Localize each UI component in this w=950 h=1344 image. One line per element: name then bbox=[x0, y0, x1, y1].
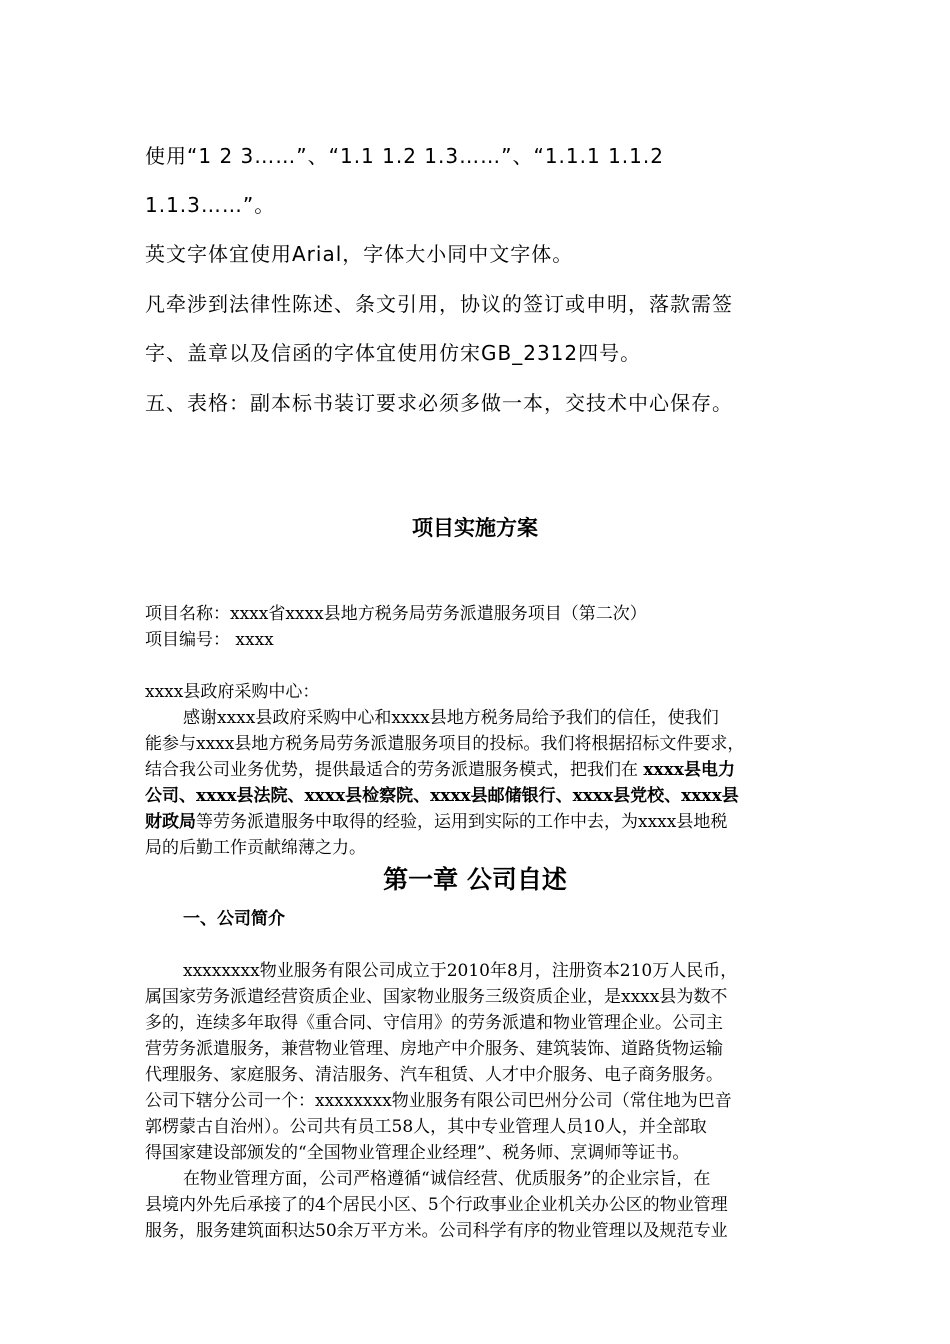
chapter-title: 第一章 公司自述 bbox=[383, 865, 567, 894]
legal-font-rule-line-2: 字、盖章以及信函的字体宜使用仿宋GB_2312四号。 bbox=[145, 341, 642, 365]
intro-line-3 bbox=[145, 755, 735, 780]
table-rule: 五、表格：副本标书装订要求必须多做一本，交技术中心保存。 bbox=[145, 391, 733, 415]
para2-line-3: 服务，服务建筑面积达50余万平方米。公司科学有序的物业管理以及规范专业 bbox=[145, 1221, 728, 1241]
numbering-rule-line-2: 1.1.3……”。 bbox=[145, 193, 276, 217]
section-heading: 一、公司简介 bbox=[183, 909, 285, 929]
recipient-line: xxxx县政府采购中心： bbox=[145, 682, 320, 702]
intro-line-1: 感谢xxxx县政府采购中心和xxxx县地方税务局给予我们的信任，使我们 bbox=[183, 708, 719, 728]
para1-line-2: 属国家劳务派遣经营资质企业、国家物业服务三级资质企业，是xxxx县为数不 bbox=[145, 987, 728, 1007]
para1-line-4: 营劳务派遣服务，兼营物业管理、房地产中介服务、建筑装饰、道路货物运输 bbox=[145, 1039, 723, 1059]
para1-line-6: 公司下辖分公司一个：xxxxxxxx物业服务有限公司巴州分公司（常住地为巴音 bbox=[145, 1091, 732, 1111]
numbering-rule-line-1: 使用“1 2 3……”、“1.1 1.2 1.3……”、“1.1.1 1.1.2 bbox=[145, 144, 664, 168]
legal-font-rule-line-1: 凡牵涉到法律性陈述、条文引用，协议的签订或申明，落款需签 bbox=[145, 292, 733, 316]
plan-title: 项目实施方案 bbox=[412, 516, 538, 540]
para1-line-5: 代理服务、家庭服务、清洁服务、汽车租赁、人才中介服务、电子商务服务。 bbox=[145, 1065, 723, 1085]
intro-line-4: 公司、xxxx县法院、xxxx县检察院、xxxx县邮储银行、xxxx县党校、xxxx县 bbox=[145, 786, 739, 806]
intro-line-5-text: 等劳务派遣服务中取得的经验，运用到实际的工作中去，为xxxx县地税 bbox=[196, 812, 728, 832]
para2-line-1: 在物业管理方面，公司严格遵循“诚信经营、优质服务”的企业宗旨，在 bbox=[183, 1169, 711, 1189]
project-number: 项目编号： xxxx bbox=[145, 630, 274, 650]
intro-line-5 bbox=[145, 807, 727, 832]
para1-line-7: 郭楞蒙古自治州）。公司共有员工58人，其中专业管理人员10人，并全部取 bbox=[145, 1117, 707, 1137]
intro-line-5-bold: 财政局 bbox=[145, 812, 196, 832]
intro-line-3-bold: xxxx县电力 bbox=[643, 760, 735, 780]
project-name: 项目名称：xxxx省xxxx县地方税务局劳务派遣服务项目（第二次） bbox=[145, 604, 647, 624]
intro-line-2: 能参与xxxx县地方税务局劳务派遣服务项目的投标。我们将根据招标文件要求， bbox=[145, 734, 745, 754]
english-font-rule: 英文字体宜使用Arial，字体大小同中文字体。 bbox=[145, 242, 574, 266]
para1-line-8: 得国家建设部颁发的“全国物业管理企业经理”、税务师、烹调师等证书。 bbox=[145, 1143, 690, 1163]
para2-line-2: 县境内外先后承接了的4个居民小区、5个行政事业企业机关办公区的物业管理 bbox=[145, 1195, 728, 1215]
intro-line-3-text: 结合我公司业务优势，提供最适合的劳务派遣服务模式，把我们在 bbox=[145, 760, 644, 780]
intro-line-6: 局的后勤工作贡献绵薄之力。 bbox=[145, 838, 366, 858]
para1-line-1: xxxxxxxx物业服务有限公司成立于2010年8月，注册资本210万人民币， bbox=[183, 961, 738, 981]
para1-line-3: 多的，连续多年取得《重合同、守信用》的劳务派遣和物业管理企业。公司主 bbox=[145, 1013, 723, 1033]
